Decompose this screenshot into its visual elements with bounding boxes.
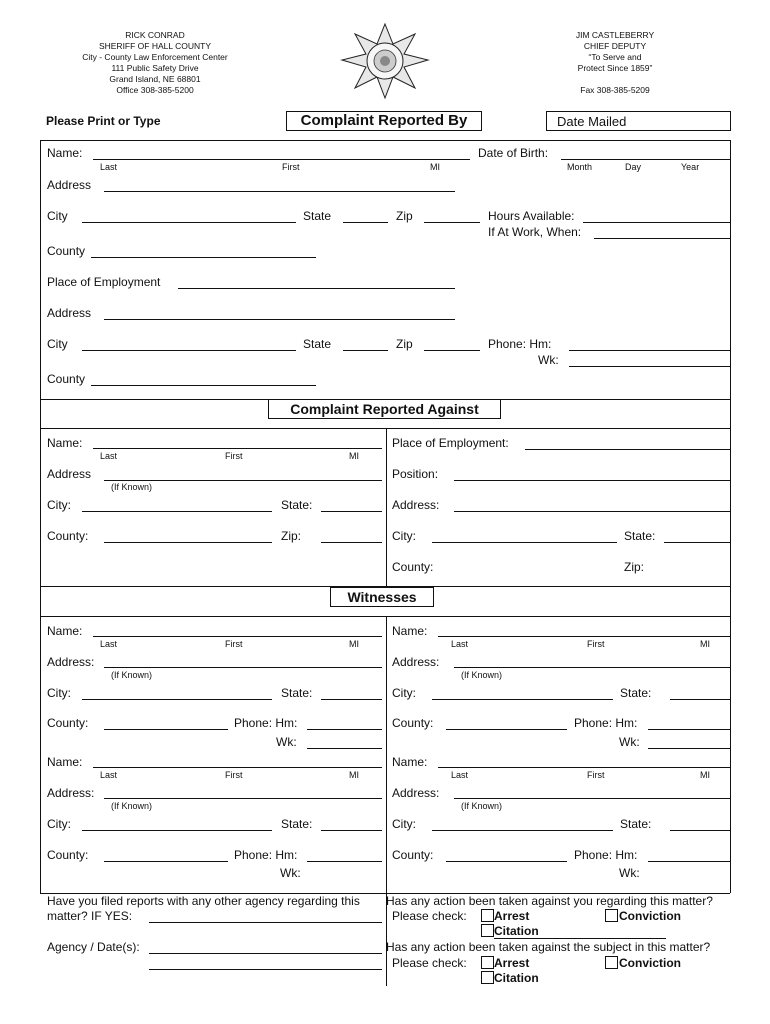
against-employer-address-label: Address: <box>392 498 440 512</box>
complaint-reported-against-title: Complaint Reported Against <box>268 399 501 419</box>
against-zip-label: Zip: <box>281 529 302 543</box>
witness-3-wk-label: Wk: <box>280 866 301 880</box>
by-last-sublabel: Last <box>100 162 118 172</box>
action-against-you-question: Has any action been taken against you regarding this matter? <box>386 894 713 908</box>
witness-1-first-sublabel: First <box>225 639 243 649</box>
witness-1-county-label: County: <box>47 716 89 730</box>
witness-4-first-sublabel: First <box>587 770 605 780</box>
complaint-reported-by-title: Complaint Reported By <box>286 111 482 131</box>
witness-3-city-input[interactable] <box>82 830 272 831</box>
against-address-label: Address <box>47 467 92 481</box>
witness-4-mi-sublabel: MI <box>700 770 710 780</box>
by-if-at-work-input[interactable] <box>594 238 730 239</box>
against-employer-state-label: State: <box>624 529 656 543</box>
action-subject-conviction-label: Conviction <box>619 956 681 970</box>
by-employer-zip-label: Zip <box>396 337 413 351</box>
by-dob-input[interactable] <box>561 159 730 160</box>
filed-question-line-1: Have you filed reports with any other agency regarding this <box>47 894 360 908</box>
chief-deputy-name: JIM CASTLEBERRY <box>575 30 655 40</box>
sheriff-star-badge-icon <box>340 22 430 100</box>
against-county-label: County: <box>47 529 89 543</box>
against-city-input[interactable] <box>82 511 272 512</box>
by-city-input[interactable] <box>82 222 296 223</box>
witness-4-phone-hm-input[interactable] <box>648 861 730 862</box>
action-subject-please-check-label: Please check: <box>392 956 467 970</box>
sheriff-title: SHERIFF OF HALL COUNTY <box>98 41 212 51</box>
witness-4-state-input[interactable] <box>670 830 730 831</box>
by-name-input[interactable] <box>93 159 470 160</box>
action-you-citation-checkbox[interactable] <box>481 924 494 937</box>
date-mailed-field[interactable] <box>546 111 731 131</box>
action-against-subject-question: Has any action been taken against the subject in this matter? <box>386 940 711 954</box>
witness-2-name-label: Name: <box>392 624 428 638</box>
by-zip-input[interactable] <box>424 222 480 223</box>
witness-3-county-input[interactable] <box>104 861 228 862</box>
witness-1-address-label: Address: <box>47 655 95 669</box>
witness-2-phone-hm-input[interactable] <box>648 729 730 730</box>
frame-right-border <box>730 140 731 893</box>
witness-2-city-input[interactable] <box>432 699 613 700</box>
against-employer-county-label: County: <box>392 560 434 574</box>
against-county-input[interactable] <box>104 542 272 543</box>
action-subject-citation-checkbox[interactable] <box>481 971 494 984</box>
against-name-label: Name: <box>47 436 83 450</box>
by-employer-state-input[interactable] <box>343 350 388 351</box>
sheriff-name: RICK CONRAD <box>125 30 185 40</box>
witness-1-mi-sublabel: MI <box>349 639 359 649</box>
witness-3-phone-hm-label: Phone: Hm: <box>234 848 298 862</box>
witness-2-county-input[interactable] <box>446 729 567 730</box>
against-first-sublabel: First <box>225 451 243 461</box>
witness-3-last-sublabel: Last <box>100 770 118 780</box>
by-dob-label: Date of Birth: <box>478 146 549 160</box>
action-you-citation-label: Citation <box>494 924 539 938</box>
chief-deputy-info <box>540 30 690 96</box>
witness-4-phone-hm-label: Phone: Hm: <box>574 848 638 862</box>
witness-3-if-known-sublabel: (If Known) <box>111 801 153 811</box>
by-county-input[interactable] <box>91 257 316 258</box>
witness-4-last-sublabel: Last <box>451 770 469 780</box>
witness-2-address-input[interactable] <box>454 667 730 668</box>
sheriff-street: 111 Public Safety Drive <box>111 63 199 73</box>
witnesses-header-divider <box>40 616 730 617</box>
witness-4-county-input[interactable] <box>446 861 567 862</box>
against-state-input[interactable] <box>321 511 382 512</box>
action-you-arrest-checkbox[interactable] <box>481 909 494 922</box>
witness-4-address-label: Address: <box>392 786 440 800</box>
witness-4-state-label: State: <box>620 817 652 831</box>
witness-3-first-sublabel: First <box>225 770 243 780</box>
against-employer-city-label: City: <box>392 529 416 543</box>
by-employment-input[interactable] <box>178 288 455 289</box>
witness-4-city-label: City: <box>392 817 416 831</box>
by-address-input[interactable] <box>104 191 455 192</box>
witness-1-address-input[interactable] <box>104 667 382 668</box>
against-name-input[interactable] <box>93 448 382 449</box>
witness-4-wk-label: Wk: <box>619 866 640 880</box>
action-subject-arrest-label: Arrest <box>494 956 530 970</box>
witness-4-county-label: County: <box>392 848 434 862</box>
date-mailed-label: Date Mailed <box>557 114 627 129</box>
please-print-label: Please Print or Type <box>46 114 161 128</box>
by-employer-address-label: Address <box>47 306 92 320</box>
witness-2-county-label: County: <box>392 716 434 730</box>
agency-dates-input-2[interactable] <box>149 969 382 970</box>
frame-left-border <box>40 140 41 893</box>
witness-1-city-label: City: <box>47 686 71 700</box>
witness-3-city-label: City: <box>47 817 71 831</box>
by-month-sublabel: Month <box>567 162 593 172</box>
sheriff-city: Grand Island, NE 68801 <box>109 74 201 84</box>
witness-1-state-label: State: <box>281 686 313 700</box>
witness-2-mi-sublabel: MI <box>700 639 710 649</box>
witness-2-city-label: City: <box>392 686 416 700</box>
witness-4-address-input[interactable] <box>454 798 730 799</box>
agency-dates-input-1[interactable] <box>149 953 382 954</box>
by-hours-available-input[interactable] <box>583 222 730 223</box>
witness-2-state-label: State: <box>620 686 652 700</box>
by-state-label: State <box>303 209 332 223</box>
by-first-sublabel: First <box>282 162 300 172</box>
witness-2-wk-label: Wk: <box>619 735 640 749</box>
against-state-label: State: <box>281 498 313 512</box>
by-employment-label: Place of Employment <box>47 275 161 289</box>
by-if-at-work-label: If At Work, When: <box>488 225 582 239</box>
by-state-input[interactable] <box>343 222 388 223</box>
witness-2-state-input[interactable] <box>670 699 730 700</box>
witness-1-phone-hm-label: Phone: Hm: <box>234 716 298 730</box>
witness-3-name-label: Name: <box>47 755 83 769</box>
witness-3-address-input[interactable] <box>104 798 382 799</box>
sheriff-info <box>70 30 240 96</box>
witnesses-title: Witnesses <box>330 587 434 607</box>
against-employment-label: Place of Employment: <box>392 436 509 450</box>
action-you-please-check-label: Please check: <box>392 909 467 923</box>
by-employer-address-input[interactable] <box>104 319 455 320</box>
witness-4-name-label: Name: <box>392 755 428 769</box>
by-mi-sublabel: MI <box>430 162 440 172</box>
by-city-label: City <box>47 209 68 223</box>
by-county-label: County <box>47 244 86 258</box>
against-position-input[interactable] <box>454 480 730 481</box>
action-you-conviction-label: Conviction <box>619 909 681 923</box>
by-employer-county-label: County <box>47 372 86 386</box>
witness-3-name-input[interactable] <box>93 767 382 768</box>
witness-2-address-label: Address: <box>392 655 440 669</box>
against-employer-zip-label: Zip: <box>624 560 645 574</box>
filed-question-line-2: matter? IF YES: <box>47 909 133 923</box>
witness-3-mi-sublabel: MI <box>349 770 359 780</box>
witness-1-wk-input[interactable] <box>307 748 382 749</box>
against-zip-input[interactable] <box>321 542 382 543</box>
against-header-divider <box>40 428 730 429</box>
by-zip-label: Zip <box>396 209 413 223</box>
against-employer-address-input[interactable] <box>454 511 730 512</box>
witness-3-county-label: County: <box>47 848 89 862</box>
by-employer-county-input[interactable] <box>91 385 316 386</box>
against-employer-city-input[interactable] <box>432 542 617 543</box>
witness-1-if-known-sublabel: (If Known) <box>111 670 153 680</box>
fax-number: Fax 308-385-5209 <box>580 85 650 95</box>
action-subject-citation-label: Citation <box>494 971 539 985</box>
witness-1-last-sublabel: Last <box>100 639 118 649</box>
witness-1-state-input[interactable] <box>321 699 382 700</box>
witness-3-state-input[interactable] <box>321 830 382 831</box>
against-position-label: Position: <box>392 467 439 481</box>
against-address-input[interactable] <box>104 480 382 481</box>
witness-2-name-input[interactable] <box>438 636 730 637</box>
by-year-sublabel: Year <box>681 162 700 172</box>
witness-4-city-input[interactable] <box>432 830 613 831</box>
witness-1-wk-label: Wk: <box>276 735 297 749</box>
by-phone-wk-input[interactable] <box>569 366 730 367</box>
by-day-sublabel: Day <box>625 162 642 172</box>
by-employer-city-label: City <box>47 337 68 351</box>
by-name-label: Name: <box>47 146 83 160</box>
witness-2-if-known-sublabel: (If Known) <box>461 670 503 680</box>
action-you-arrest-label: Arrest <box>494 909 530 923</box>
against-employment-input[interactable] <box>525 449 730 450</box>
against-column-divider <box>386 428 387 586</box>
by-phone-hm-input[interactable] <box>569 350 730 351</box>
action-you-conviction-checkbox[interactable] <box>605 909 618 922</box>
by-employer-zip-input[interactable] <box>424 350 480 351</box>
witness-2-first-sublabel: First <box>587 639 605 649</box>
witness-1-name-label: Name: <box>47 624 83 638</box>
witness-3-phone-hm-input[interactable] <box>307 861 382 862</box>
witness-4-if-known-sublabel: (If Known) <box>461 801 503 811</box>
by-hours-available-label: Hours Available: <box>488 209 575 223</box>
witness-2-wk-input[interactable] <box>648 748 730 749</box>
by-address-label: Address <box>47 178 92 192</box>
against-mi-sublabel: MI <box>349 451 359 461</box>
witness-2-phone-hm-label: Phone: Hm: <box>574 716 638 730</box>
witness-1-name-input[interactable] <box>93 636 382 637</box>
witness-3-address-label: Address: <box>47 786 95 800</box>
action-you-underline <box>494 938 666 939</box>
witness-1-city-input[interactable] <box>82 699 272 700</box>
by-phone-wk-label: Wk: <box>538 353 559 367</box>
filed-if-yes-input[interactable] <box>149 922 382 923</box>
action-subject-arrest-checkbox[interactable] <box>481 956 494 969</box>
witness-2-last-sublabel: Last <box>451 639 469 649</box>
witness-1-phone-hm-input[interactable] <box>307 729 382 730</box>
witness-4-name-input[interactable] <box>438 767 730 768</box>
by-phone-hm-label: Phone: Hm: <box>488 337 552 351</box>
chief-deputy-title: CHIEF DEPUTY <box>583 41 647 51</box>
agency-dates-label: Agency / Date(s): <box>47 940 140 954</box>
against-city-label: City: <box>47 498 71 512</box>
by-employer-city-input[interactable] <box>82 350 296 351</box>
against-if-known-sublabel: (If Known) <box>111 482 153 492</box>
motto-line-1: “To Serve and <box>588 52 642 62</box>
action-subject-conviction-checkbox[interactable] <box>605 956 618 969</box>
motto-line-2: Protect Since 1859” <box>577 63 653 73</box>
against-employer-state-input[interactable] <box>664 542 730 543</box>
sheriff-office: City - County Law Enforcement Center <box>82 52 228 62</box>
witnesses-column-divider <box>386 616 387 986</box>
witness-3-state-label: State: <box>281 817 313 831</box>
witness-1-county-input[interactable] <box>104 729 228 730</box>
by-employer-state-label: State <box>303 337 332 351</box>
against-last-sublabel: Last <box>100 451 118 461</box>
sheriff-phone: Office 308-385-5200 <box>116 85 194 95</box>
